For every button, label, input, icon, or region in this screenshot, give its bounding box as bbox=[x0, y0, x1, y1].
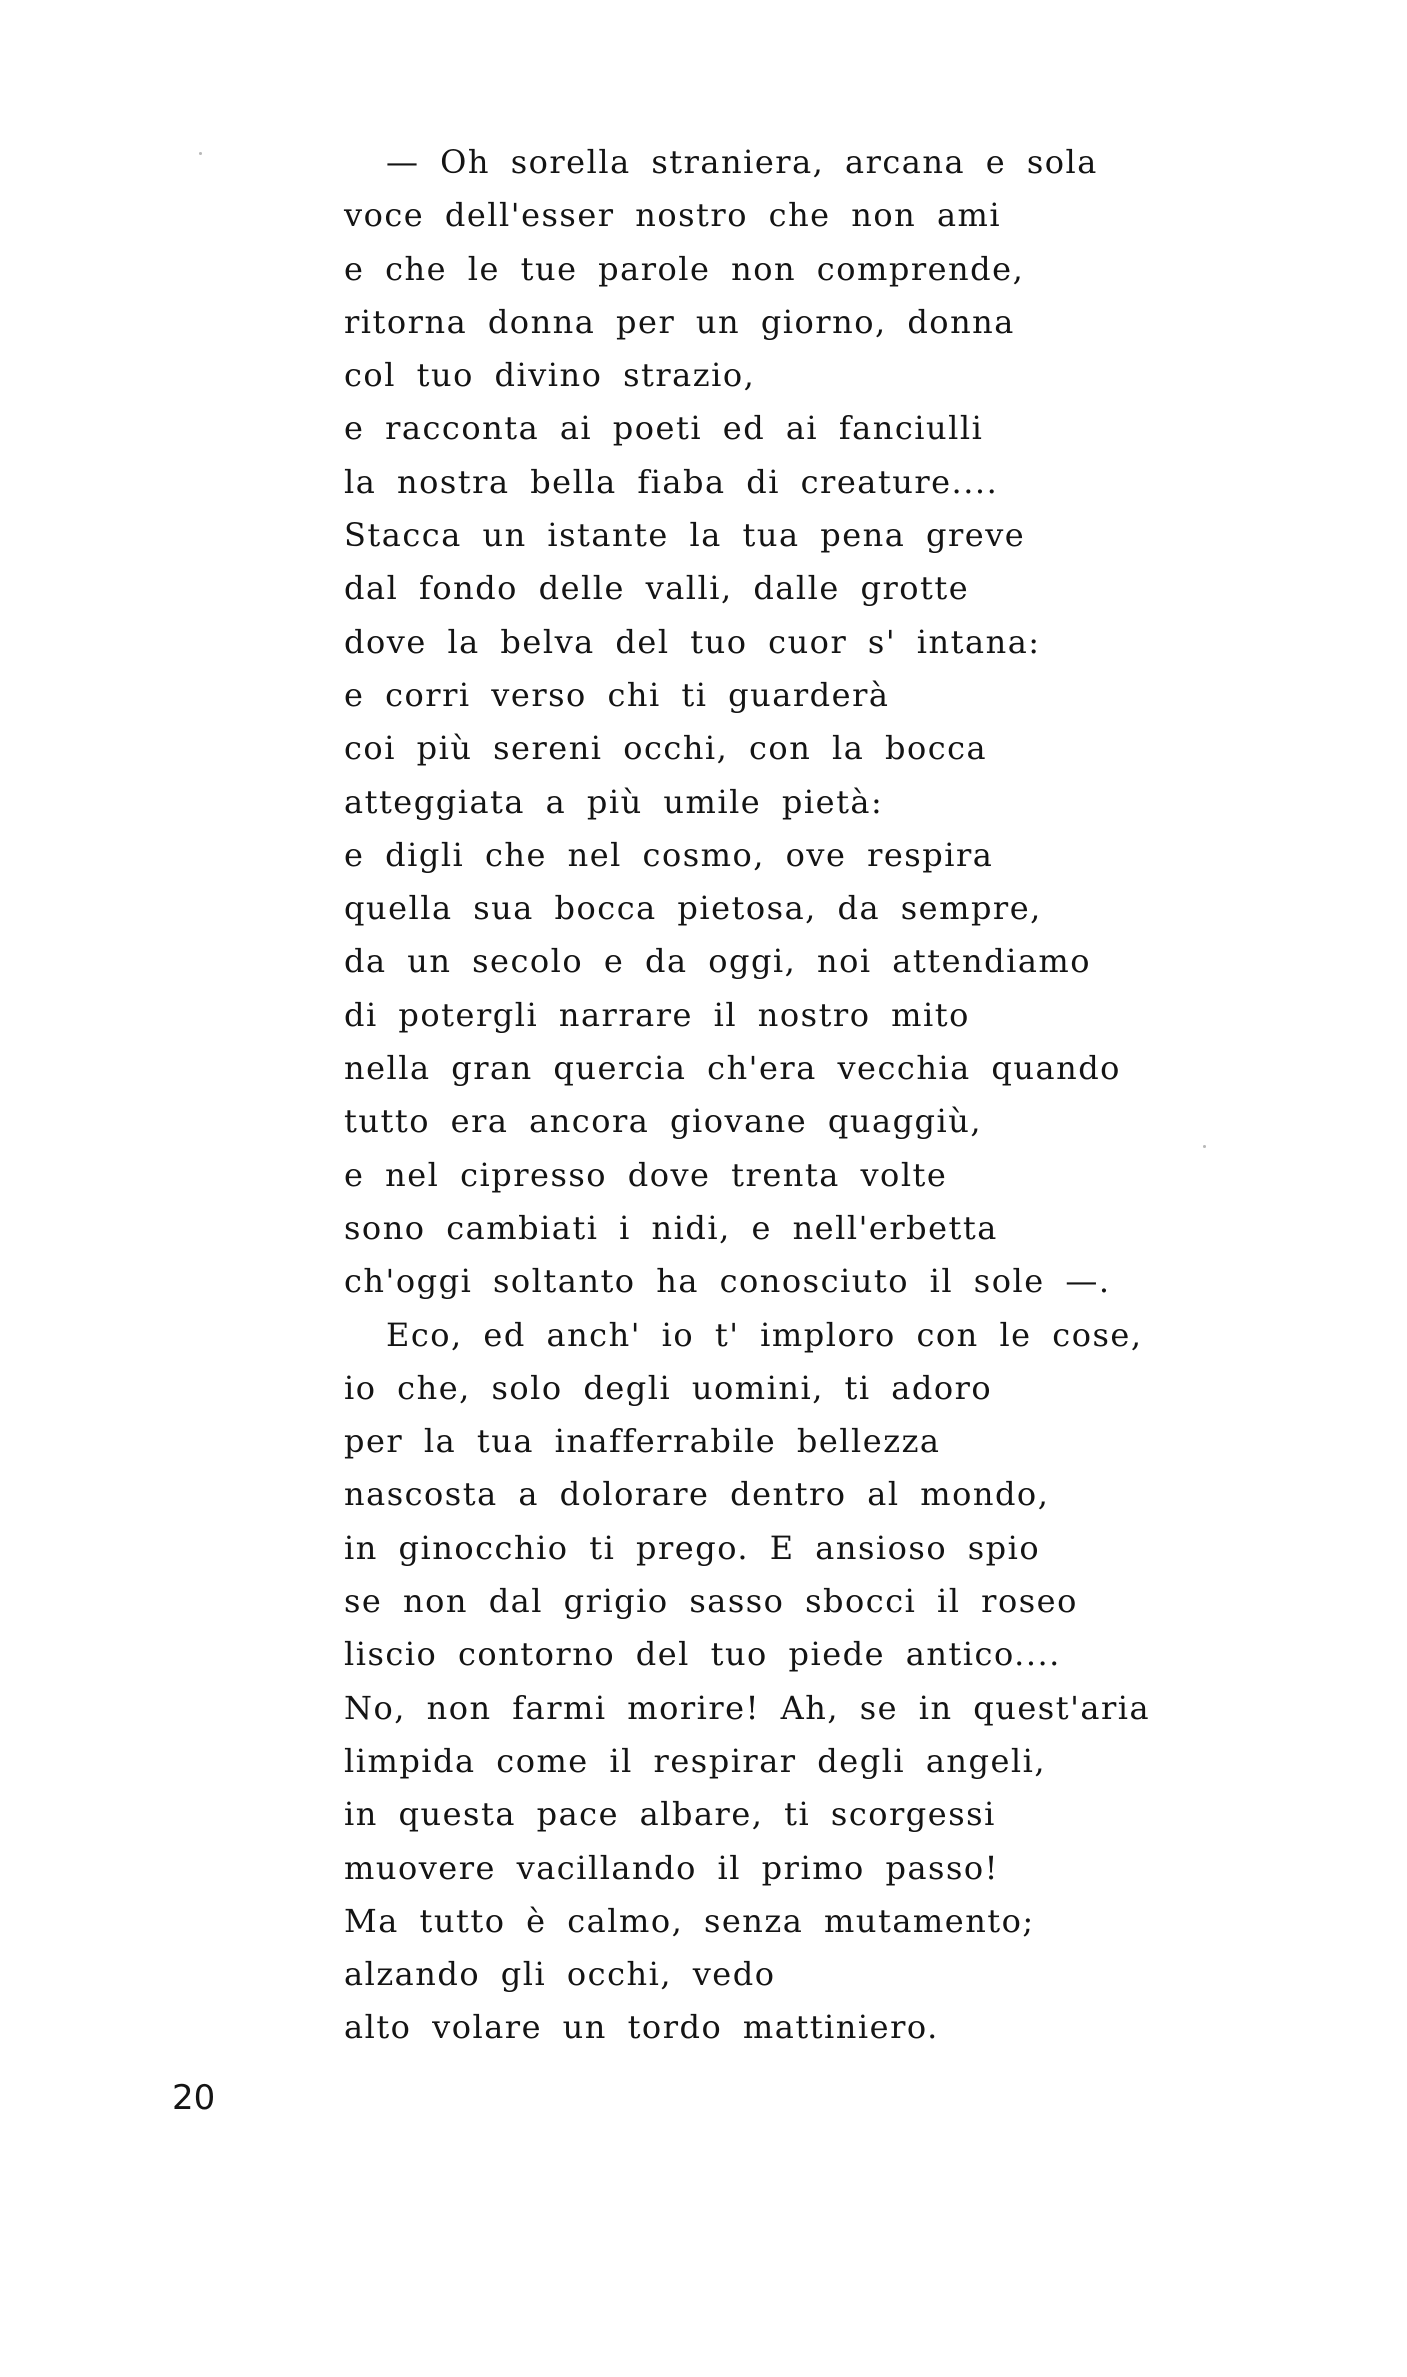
poem-line: di potergli narrare il nostro mito bbox=[344, 995, 970, 1034]
poem-line: sono cambiati i nidi, e nell'erbetta bbox=[344, 1208, 998, 1247]
poem-line: dove la belva del tuo cuor s' intana: bbox=[344, 622, 1041, 661]
page-number: 20 bbox=[172, 2078, 216, 2118]
paper-speck bbox=[199, 152, 202, 155]
poem-line: muovere vacillando il primo passo! bbox=[344, 1848, 999, 1887]
poem-text bbox=[344, 136, 1224, 2055]
poem-line: nascosta a dolorare dentro al mondo, bbox=[344, 1475, 1050, 1514]
poem-line: Ma tutto è calmo, senza mutamento; bbox=[344, 1901, 1035, 1940]
poem-line: ritorna donna per un giorno, donna bbox=[344, 302, 1015, 341]
poem-line: limpida come il respirar degli angeli, bbox=[344, 1741, 1047, 1780]
poem-line: Eco, ed anch' io t' imploro con le cose, bbox=[386, 1315, 1143, 1354]
poem-line: in ginocchio ti prego. E ansioso spio bbox=[344, 1528, 1041, 1567]
poem-line: alzando gli occhi, vedo bbox=[344, 1955, 776, 1994]
poem-line: se non dal grigio sasso sbocci il roseo bbox=[344, 1582, 1078, 1621]
poem-line: No, non farmi morire! Ah, se in quest'aria bbox=[344, 1688, 1151, 1727]
poem-line: in questa pace albare, ti scorgessi bbox=[344, 1795, 996, 1834]
poem-line: e nel cipresso dove trenta volte bbox=[344, 1155, 948, 1194]
poem-line: dal fondo delle valli, dalle grotte bbox=[344, 569, 970, 608]
poem-line: per la tua inafferrabile bellezza bbox=[344, 1422, 941, 1461]
poem-line: e che le tue parole non comprende, bbox=[344, 249, 1025, 288]
poem-line: Stacca un istante la tua pena greve bbox=[344, 516, 1026, 555]
poem-line: ch'oggi soltanto ha conosciuto il sole —. bbox=[344, 1262, 1111, 1301]
poem-line: liscio contorno del tuo piede antico.... bbox=[344, 1635, 1061, 1674]
poem-line: la nostra bella fiaba di creature.... bbox=[344, 462, 999, 501]
poem-line: io che, solo degli uomini, ti adoro bbox=[344, 1368, 993, 1407]
poem-line: quella sua bocca pietosa, da sempre, bbox=[344, 889, 1042, 928]
poem-line: col tuo divino strazio, bbox=[344, 356, 756, 395]
poem-line: e racconta ai poeti ed ai fanciulli bbox=[344, 409, 984, 448]
poem-line: voce dell'esser nostro che non ami bbox=[344, 196, 1002, 235]
poem-line: da un secolo e da oggi, noi attendiamo bbox=[344, 942, 1092, 981]
poem-line: tutto era ancora giovane quaggiù, bbox=[344, 1102, 983, 1141]
poem-line: atteggiata a più umile pietà: bbox=[344, 782, 884, 821]
poem-line: alto volare un tordo mattiniero. bbox=[344, 2008, 939, 2047]
poem-line: — Oh sorella straniera, arcana e sola bbox=[386, 143, 1098, 181]
poem-line: e digli che nel cosmo, ove respira bbox=[344, 835, 994, 874]
poem-line: coi più sereni occhi, con la bocca bbox=[344, 729, 988, 768]
poem-line: nella gran quercia ch'era vecchia quando bbox=[344, 1049, 1121, 1088]
poem-line: e corri verso chi ti guarderà bbox=[344, 675, 890, 714]
